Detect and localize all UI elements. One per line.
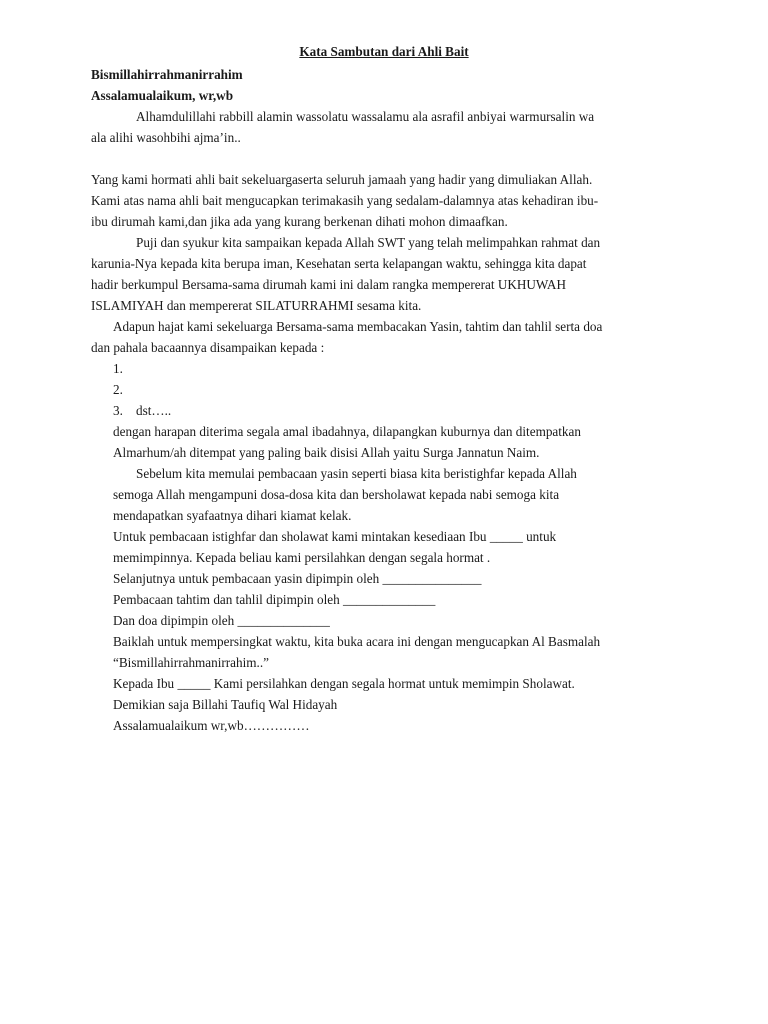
paragraph-line: dan pahala bacaannya disampaikan kepada :	[91, 340, 325, 355]
paragraph-line: Alhamdulillahi rabbill alamin wassolatu wassalamu ala asrafil anbiyai warmursalin wa	[136, 109, 595, 124]
paragraph-line: memimpinnya. Kepada beliau kami persilahkan dengan segala hormat .	[113, 550, 491, 565]
paragraph-line: Kepada Ibu _____ Kami persilahkan dengan segala hormat untuk memimpin Sholawat.	[113, 676, 575, 691]
salam-opening: Assalamualaikum, wr,wb	[91, 88, 234, 103]
paragraph-line: Baiklah untuk mempersingkat waktu, kita buka acara ini dengan mengucapkan Al Basmalah	[113, 634, 601, 649]
paragraph-line: Pembacaan tahtim dan tahlil dipimpin oleh ______________	[113, 592, 436, 607]
paragraph-line: Adapun hajat kami sekeluarga Bersama-sama membacakan Yasin, tahtim dan tahlil serta doa	[113, 319, 603, 334]
paragraph-line: ala alihi wasohbihi ajma’in..	[91, 130, 241, 145]
paragraph-line: Selanjutnya untuk pembacaan yasin dipimpin oleh _______________	[113, 571, 482, 586]
paragraph-line: Dan doa dipimpin oleh ______________	[113, 613, 330, 628]
bismillah-heading: Bismillahirrahmanirrahim	[91, 67, 243, 82]
paragraph-line: Sebelum kita memulai pembacaan yasin seperti biasa kita beristighfar kepada Allah	[136, 466, 577, 481]
list-number: 3.	[113, 403, 123, 418]
paragraph-line: mendapatkan syafaatnya dihari kiamat kelak.	[113, 508, 352, 523]
paragraph-line: semoga Allah mengampuni dosa-dosa kita dan bersholawat kepada nabi semoga kita	[113, 487, 560, 502]
document-title: Kata Sambutan dari Ahli Bait	[299, 44, 469, 59]
list-number: 2.	[113, 382, 123, 397]
paragraph-line: Kami atas nama ahli bait mengucapkan terimakasih yang sedalam-dalamnya atas kehadiran ibu-	[91, 193, 599, 208]
paragraph-line: ibu dirumah kami,dan jika ada yang kurang berkenan dihati mohon dimaafkan.	[91, 214, 508, 229]
paragraph-line: Yang kami hormati ahli bait sekeluargaserta seluruh jamaah yang hadir yang dimuliakan Allah.	[91, 172, 593, 187]
salam-closing: Assalamualaikum wr,wb……………	[113, 718, 310, 733]
paragraph-line: Untuk pembacaan istighfar dan sholawat kami mintakan kesediaan Ibu _____ untuk	[113, 529, 557, 544]
list-text: dst…..	[136, 403, 172, 418]
paragraph-line: hadir berkumpul Bersama-sama dirumah kami ini dalam rangka mempererat UKHUWAH	[91, 277, 566, 292]
paragraph-line: Almarhum/ah ditempat yang paling baik disisi Allah yaitu Surga Jannatun Naim.	[113, 445, 540, 460]
list-number: 1.	[113, 361, 123, 376]
paragraph-line: Puji dan syukur kita sampaikan kepada Allah SWT yang telah melimpahkan rahmat dan	[136, 235, 601, 250]
paragraph-line: dengan harapan diterima segala amal ibadahnya, dilapangkan kuburnya dan ditempatkan	[113, 424, 581, 439]
paragraph-line: Demikian saja Billahi Taufiq Wal Hidayah	[113, 697, 338, 712]
paragraph-line: ISLAMIYAH dan mempererat SILATURRAHMI sesama kita.	[91, 298, 422, 313]
paragraph-line: “Bismillahirrahmanirrahim..”	[113, 655, 270, 670]
paragraph-line: karunia-Nya kepada kita berupa iman, Kesehatan serta kelapangan waktu, sehingga kita dapat	[91, 256, 587, 271]
